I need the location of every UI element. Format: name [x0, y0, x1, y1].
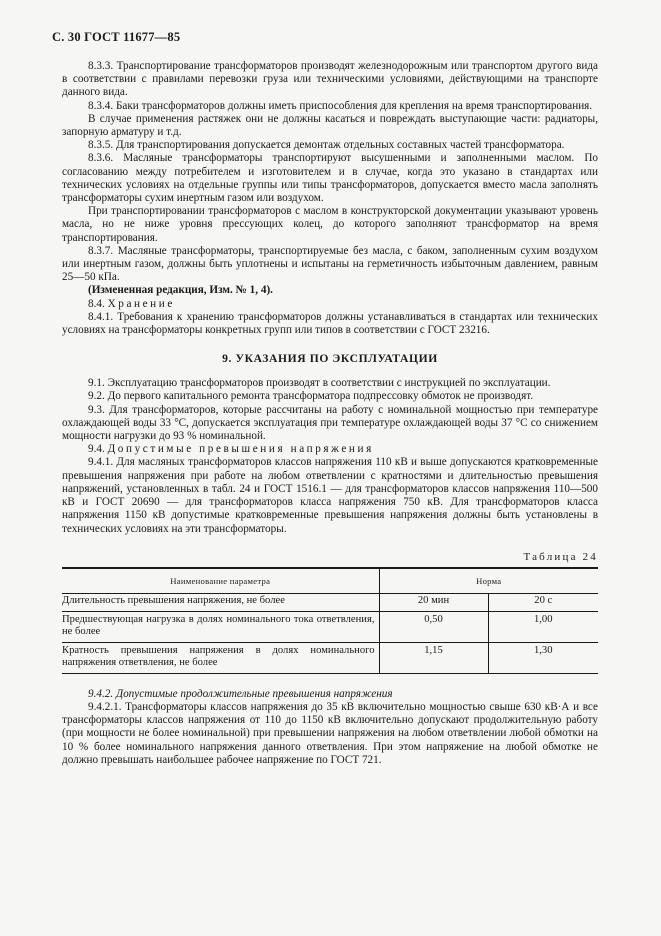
overvoltage-heading-number: 9.4.	[88, 443, 105, 456]
table-row	[62, 611, 598, 642]
table-cell-value: 0,50	[379, 611, 488, 642]
table-cell-value: 20 мин	[379, 593, 488, 611]
paragraph-9-2: 9.2. До первого капитального ремонта трансформатора подпрессовку обмоток не производят.	[88, 390, 534, 403]
table-cell-name: Предшествующая нагрузка в долях номинального тока ответвления, не более	[62, 611, 379, 642]
table-cell-name: Кратность превышения напряжения в долях номинального напряжения ответвления, не более	[62, 642, 379, 673]
overvoltage-heading	[62, 443, 598, 456]
table-cell-value: 20 с	[488, 593, 598, 611]
table-row	[62, 642, 598, 673]
paragraph-9-3: 9.3. Для трансформаторов, которые рассчитаны на работу с номинальной мощностью при температуре охлаждающей воды 33 °С, допускается эксплуатация при температуре охлаждающей воды 37 °С со снижением мощности нагрузки до 93 % номинальной.	[62, 403, 598, 443]
paragraph-stretchers: В случае применения растяжек они не должны касаться и повреждать выступающие части: радиаторы, запорную арматуру и т.д.	[62, 112, 598, 139]
subheading-9-4-2: 9.4.2. Допустимые продолжительные превышения напряжения	[88, 687, 393, 700]
table-cell-name: Длительность превышения напряжения, не более	[62, 593, 379, 611]
paragraph-8-3-7: 8.3.7. Масляные трансформаторы, транспортируемые без масла, с баком, заполненным сухим воздухом или инертным газом, должны быть уплотнены и испытаны на герметичность избыточным давлением, равным 25—50 кПа.	[62, 244, 598, 284]
paragraph-8-4-1: 8.4.1. Требования к хранению трансформаторов должны устанавливаться в стандартах или технических условиях на трансформаторы конкретных групп или типов в соответствии с ГОСТ 23216.	[62, 310, 598, 337]
table-row	[62, 593, 598, 611]
overvoltage-heading-words: Допустимые превышения напряжения	[107, 443, 374, 456]
storage-heading-number: 8.4.	[88, 297, 105, 310]
paragraph-8-3-4: 8.3.4. Баки трансформаторов должны иметь приспособления для крепления на время транспортирования.	[88, 99, 593, 112]
amendment-note: (Измененная редакция, Изм. № 1, 4).	[88, 284, 273, 297]
overvoltage-table	[62, 567, 598, 674]
paragraph-8-3-6: 8.3.6. Масляные трансформаторы транспортируют высушенными и заполненными маслом. По согласованию между потребителем и изготовителем и в случае, когда это указано в стандартах или технических условиях на отдельные группы или типы трансформаторов, допускается вместо масла заполнять трансформаторы сухим инертным газом или воздухом.	[62, 152, 598, 205]
paragraph-9-4-1: 9.4.1. Для масляных трансформаторов классов напряжения 110 кВ и выше допускаются кратковременные превышения напряжения при работе на любом ответвлении с кратностями и длительностью превышения напряжений, установленных в табл. 24 и ГОСТ 1516.1 — для трансформаторов классов напряжения 110—500 кВ и ГОСТ 20690 — для трансформаторов класса напряжения 750 кВ. Для трансформаторов класса напряжения 1150 кВ допустимые кратковременные превышения напряжения должны быть установлены в технических условиях на эти трансформаторы.	[62, 456, 598, 535]
paragraph-8-3-3: 8.3.3. Транспортирование трансформаторов производят железнодорожным или транспортом другого вида в соответствии с правилами перевозки груза или техническими условиями, действующими на транспорте данного вида.	[62, 60, 598, 99]
paragraph-9-4-2-1: 9.4.2.1. Трансформаторы классов напряжения до 35 кВ включительно мощностью свыше 630 кВ·А и все трансформаторы классов напряжения от 110 до 1150 кВ включительно допускают продолжительную работу (при мощности не более номинальной) при превышении напряжения на любом ответвлении любой обмотки на 10 % более номинального напряжения данного ответвления. При этом напряжение на любой обмотке не должно превышать наибольшее рабочее напряжение по ГОСТ 721.	[62, 700, 598, 766]
storage-heading-word: Хранение	[107, 297, 175, 310]
table-cell-value: 1,15	[379, 642, 488, 673]
section-title: 9. УКАЗАНИЯ ПО ЭКСПЛУАТАЦИИ	[222, 352, 438, 366]
page-header: С. 30 ГОСТ 11677—85	[52, 30, 181, 44]
table-header-norm: Норма	[379, 568, 598, 594]
table-cell-value: 1,30	[488, 642, 598, 673]
table-caption: Таблица 24	[523, 550, 598, 563]
paragraph-8-3-5: 8.3.5. Для транспортирования допускается демонтаж отдельных составных частей трансформатора.	[88, 139, 565, 152]
paragraph-9-1: 9.1. Эксплуатацию трансформаторов производят в соответствии с инструкцией по эксплуатации.	[88, 377, 551, 390]
table-header-parameter: Наименование параметра	[62, 568, 379, 594]
table-cell-value: 1,00	[488, 611, 598, 642]
storage-heading	[62, 298, 598, 311]
paragraph-oil-level: При транспортировании трансформаторов с маслом в конструкторской документации указывают уровень масла, но не ниже уровня прессующих колец, до которого заполняют трансформатор на время транспортирования.	[62, 205, 598, 244]
